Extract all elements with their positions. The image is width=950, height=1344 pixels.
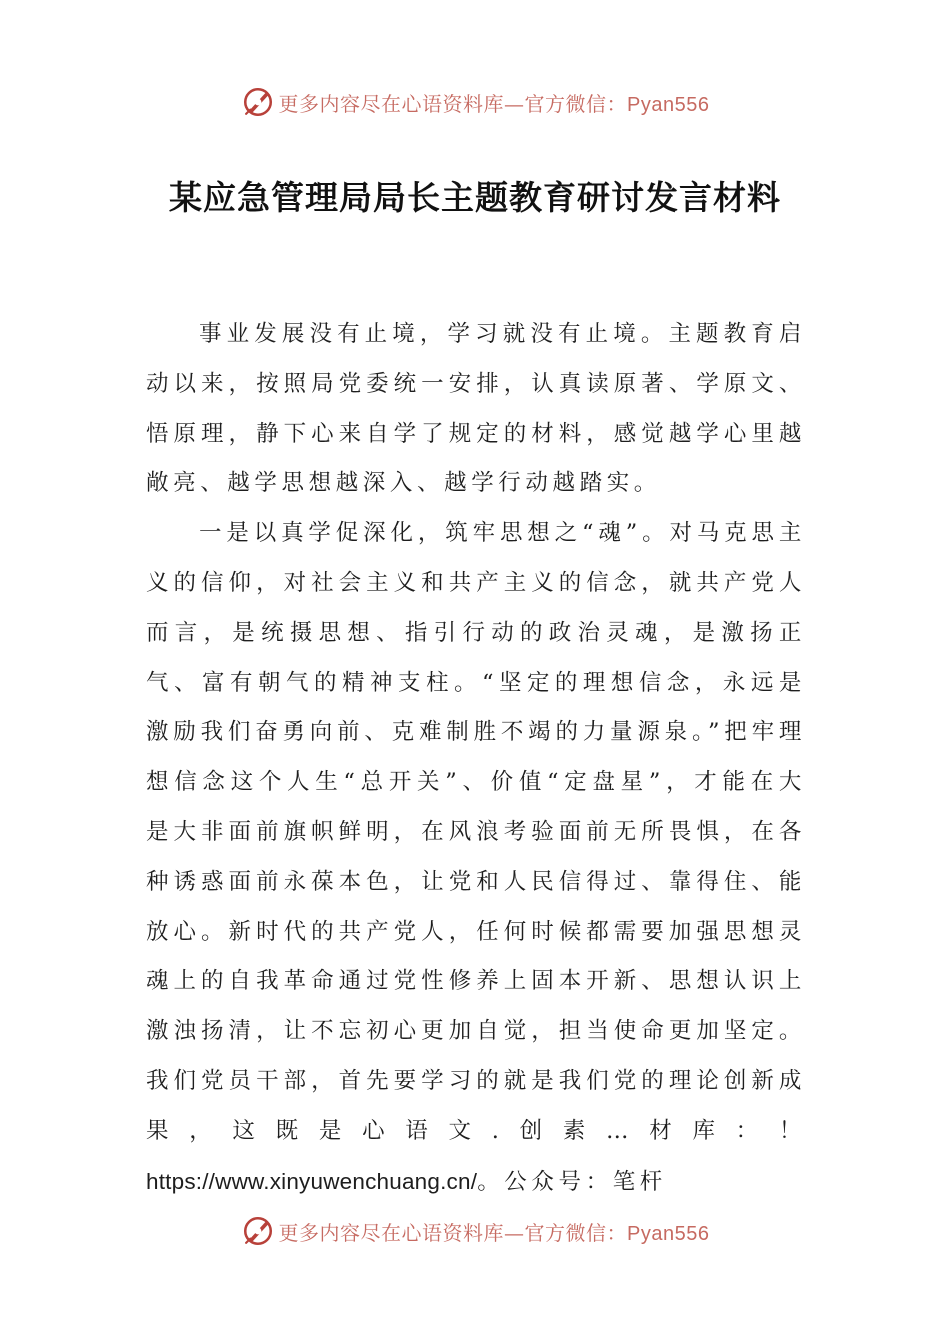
quill-logo-icon: [241, 1214, 275, 1248]
header-banner-text: 更多内容尽在心语资料库—官方微信：Pyan556: [278, 91, 710, 116]
footer-banner-text: 更多内容尽在心语资料库—官方微信：Pyan556: [278, 1220, 710, 1245]
header-banner: [0, 80, 950, 124]
paragraph-intro: 事业发展没有止境，学习就没有止境。主题教育启动以来，按照局党委统一安排，认真读原著、学原文、悟原理，静下心来自学了规定的材料，感觉越学心里越敞亮、越学思想越深入、越学行动越踏实。: [146, 321, 806, 497]
footer-wechat-id: Pyan556: [627, 1222, 710, 1245]
source-link[interactable]: https://www.xinyuwenchuang.cn/: [146, 1168, 478, 1194]
header-wechat-id: Pyan556: [627, 93, 710, 116]
footer-banner: [0, 1209, 950, 1253]
document-body: [146, 310, 806, 1207]
document-title: 某应急管理局局长主题教育研讨发言材料: [169, 178, 781, 217]
paragraph-section-one: 一是以真学促深化，筑牢思想之“魂”。对马克思主义的信仰，对社会主义和共产主义的信念，就共产党人而言，是统摄思想、指引行动的政治灵魂，是激扬正气、富有朝气的精神支柱。“坚定的理想信念，永远是激励我们奋勇向前、克难制胜不竭的力量源泉。”把牢理想信念这个人生“总开关”、价值“定盘星”，才能在大是大非面前旗帜鲜明，在风浪考验面前无所畏惧，在各种诱惑面前永葆本色，让党和人民信得过、靠得住、能放心。新时代的共产党人，任何时候都需要加强思想灵魂上的自我革命通过党性修养上固本开新、思想认识上激浊扬清，让不忘初心更加自觉，担当使命更加坚定。我们党员干部，首先要学习的就是我们党的理论创新成果，这既是心语文.创素…材库：！https://www.xinyuwenchuang.cn/。公众号：笔杆: [146, 520, 806, 1195]
quill-logo-icon: [241, 85, 275, 119]
